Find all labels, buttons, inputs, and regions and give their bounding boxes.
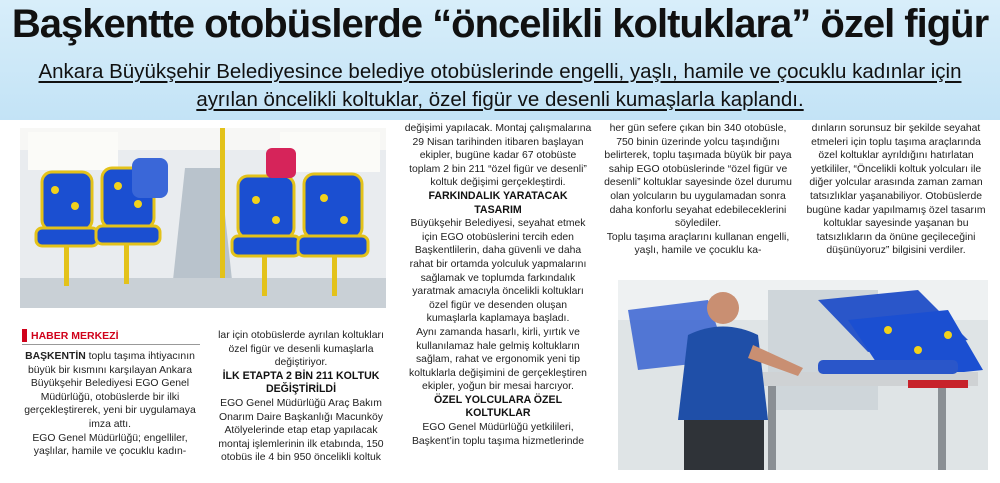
column-4	[604, 122, 792, 258]
column-2	[212, 329, 390, 465]
column-1	[20, 350, 200, 459]
column-1-paragraph-2: EGO Genel Müdürlüğü; engelliler, yaşlılar, hamile ve çocuklu kadın-	[32, 432, 188, 458]
byline-rule	[22, 344, 200, 345]
lead-text: toplu taşıma ihtiyacının büyük bir kısmını karşılayan Ankara Büyükşehir Belediyesi EGO Genel Müdürlüğü, otobüslerde bir ilki gerçekleştirerek, yeni bir uygulamaya imza attı.	[24, 351, 196, 430]
headline: Başkentte otobüslerde “öncelikli koltuklara” özel figür	[11, 2, 989, 46]
column-3-paragraph-3: Aynı zamanda hasarlı, kirli, yırtık ve kullanılamaz hale gelmiş koltukların sağlam, rahat ve ergonomik yeni tip koltuklarla değişimini de gerçekleştiren ekipler, yoğun bir mesai harcıyor.	[409, 326, 587, 393]
byline	[22, 328, 119, 343]
byline-marker	[22, 329, 27, 342]
column-5-paragraph-1: dınların sorunsuz bir şekilde seyahat etmeleri için toplu taşıma araçlarında özel koltuklar ayrıldığını hatırlatan yetkililer, “Öncelikli koltuk yolcuları ile diğer yolcular arasında zaman zaman tatsızlıklar yaşanabiliyor. Otobüslerde bugüne kadar yapılmamış özel tasarım koltuklar sayesinde yaşanan bu tatsızlıkların da önüne geçileceğini düşünüyoruz” bilgisini verdiler.	[806, 123, 986, 257]
column-4-paragraph-2: Toplu taşıma araçlarını kullanan engelli, yaşlı, hamile ve çocuklu ka-	[606, 231, 790, 257]
column-2-paragraph-2: EGO Genel Müdürlüğü Araç Bakım Onarım Daire Başkanlığı Macunköy Atölyelerinde etap etap yapılacak montaj işlemlerinin ilk etabında, 150 otobüs ile 4 bin 950 öncelikli koltuk	[218, 397, 384, 464]
column-3-paragraph-2: Büyükşehir Belediyesi, seyahat etmek için EGO otobüslerini tercih eden Başkentlilerin, daha güvenli ve daha rahat bir ortamda yolculuk yapmalarını sağlamak ve toplumda farkındalık yaratmak amacıyla öncelikli koltukları özel figür ve desenden oluşan kumaşlarla kaplamaya başladı.	[409, 218, 587, 325]
lead-word: BAŞKENTİN	[25, 351, 86, 362]
column-3-paragraph-1: değişimi yapılacak. Montaj çalışmalarına 29 Nisan tarihinden itibaren başlayan ekipler, bugüne kadar 67 otobüste toplam 2 bin 211 “özel figür ve desenli” koltuk değişimi gerçekleştirdi.	[404, 123, 592, 189]
subheading-awareness: FARKINDALIK YARATACAK TASARIM	[428, 189, 568, 216]
subheadline: Ankara Büyükşehir Belediyesince belediye otobüslerinde engelli, yaşlı, hamile ve çocuklu kadınlar için ayrılan öncelikli koltuklar, özel figür ve desenli kumaşlarla kaplandı.	[38, 60, 962, 111]
worker-illustration	[618, 280, 988, 470]
column-1-paragraph-1	[20, 350, 200, 432]
bus-interior-photo	[20, 128, 386, 308]
bus-interior-illustration	[20, 128, 386, 308]
subheading-first-stage: İLK ETAPTA 2 BİN 211 KOLTUK DEĞİŞTİRİLDİ	[222, 369, 380, 396]
subheading-special-seats: ÖZEL YOLCULARA ÖZEL KOLTUKLAR	[433, 393, 563, 420]
column-2-paragraph-1: lar için otobüslerde ayrılan koltukları özel figür ve desenli kumaşlarla değiştiriyor.	[218, 330, 384, 369]
byline-text: HABER MERKEZİ	[31, 329, 119, 342]
worker-photo	[618, 280, 988, 470]
column-3	[404, 122, 592, 448]
column-5	[804, 122, 988, 258]
column-4-paragraph-1: her gün sefere çıkan bin 340 otobüsle, 750 binin üzerinde yolcu taşındığını belirterek, toplu taşımada büyük bir paya sahip EGO otobüslerinde “özel figür ve desenli” koltuklar sayesinde özel durumu olan yolcuların bu uygulamadan sonra daha konforlu seyahat edebileceklerini söylediler.	[604, 123, 792, 230]
column-3-paragraph-4: EGO Genel Müdürlüğü yetkilileri, Başkent’in toplu taşıma hizmetlerinde	[411, 422, 585, 447]
